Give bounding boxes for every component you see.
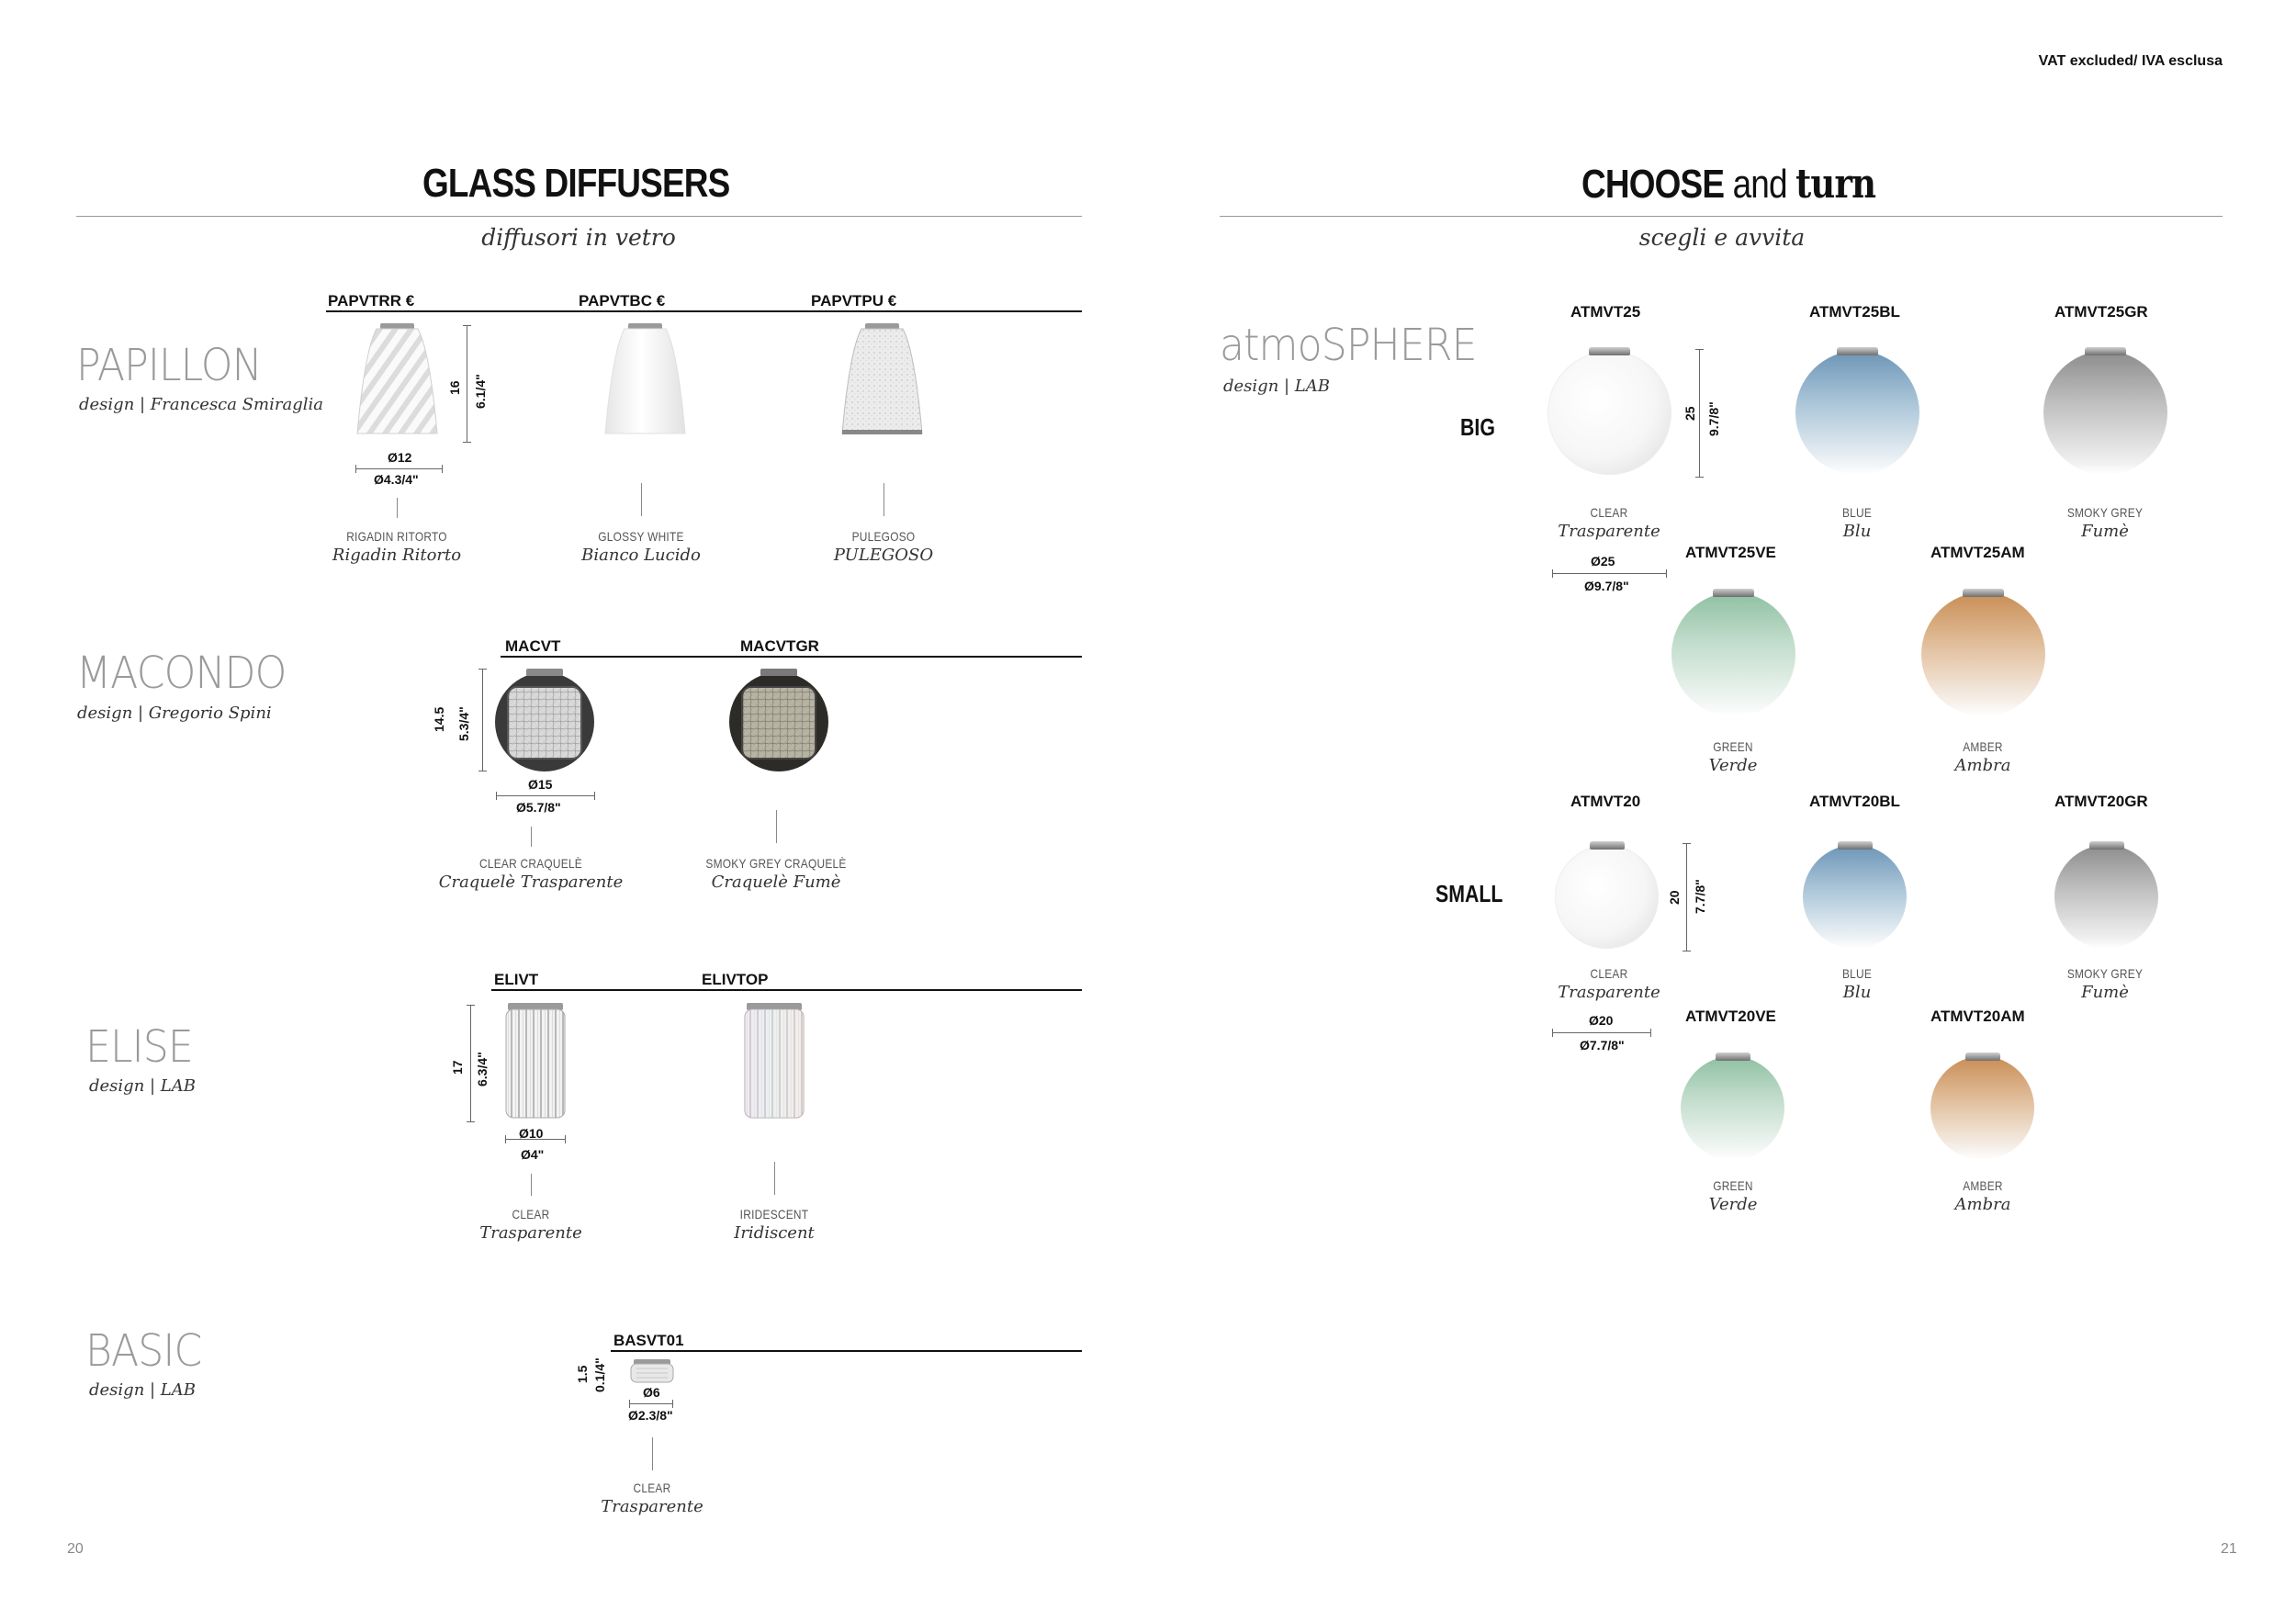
size-label-big: BIG bbox=[1460, 413, 1495, 441]
elise-height-in: 6.3/4" bbox=[475, 1052, 490, 1086]
sphere-blue-big bbox=[1795, 351, 1919, 475]
finish-caption: GLOSSY WHITE Bianco Lucido bbox=[581, 529, 701, 565]
elise-height-cm: 17 bbox=[450, 1060, 465, 1075]
family-name-elise: ELISE bbox=[85, 1021, 193, 1073]
finish-caption: GREEN Verde bbox=[1708, 1178, 1758, 1214]
caption-tick bbox=[652, 1437, 653, 1470]
caption-tick bbox=[776, 810, 777, 843]
sphere-cap bbox=[2089, 841, 2124, 850]
papillon-glossy-white-image bbox=[597, 323, 693, 443]
product-code: PAPVTPU € bbox=[811, 292, 897, 310]
product-code: BASVT01 bbox=[613, 1332, 684, 1349]
finish-caption: CLEAR Trasparente bbox=[479, 1207, 582, 1243]
sphere-cap bbox=[1713, 589, 1754, 597]
left-page-subtitle: diffusori in vetro bbox=[481, 224, 676, 251]
page-number-right: 21 bbox=[2221, 1541, 2237, 1557]
basic-height-in: 0.1/4" bbox=[592, 1357, 607, 1392]
right-title-rule bbox=[1220, 216, 2223, 217]
finish-caption: CLEAR CRAQUELÈ Craquelè Trasparente bbox=[438, 856, 624, 892]
papillon-height-in: 6.1/4" bbox=[473, 374, 488, 409]
macondo-smoky-craquele-image bbox=[726, 667, 832, 773]
papillon-code-rule bbox=[326, 310, 1082, 312]
macondo-diameter-cm: Ø15 bbox=[528, 777, 553, 792]
caption-tick bbox=[531, 1174, 532, 1196]
sphere-cap bbox=[1963, 589, 2004, 597]
product-code: MACVTGR bbox=[740, 637, 819, 655]
papillon-pulegoso-image bbox=[834, 323, 930, 443]
family-name-basic: BASIC bbox=[85, 1325, 202, 1377]
product-code: ELIVT bbox=[494, 971, 539, 988]
caption-tick bbox=[641, 483, 642, 516]
right-page-subtitle: scegli e avvita bbox=[1638, 224, 1806, 251]
finish-caption: CLEAR Trasparente bbox=[601, 1481, 703, 1516]
basic-clear-image bbox=[629, 1359, 675, 1385]
macondo-height-in: 5.3/4" bbox=[456, 706, 471, 741]
page-number-left: 20 bbox=[67, 1541, 84, 1557]
designer-papillon: design | Francesca Smiraglia bbox=[79, 395, 323, 414]
designer-elise: design | LAB bbox=[89, 1076, 196, 1096]
basic-diameter-in: Ø2.3/8" bbox=[628, 1408, 673, 1423]
product-code: ATMVT25 bbox=[1570, 303, 1641, 321]
family-name-macondo: MACONDO bbox=[76, 647, 287, 699]
macondo-diameter-in: Ø5.7/8" bbox=[516, 800, 561, 815]
finish-caption: SMOKY GREY CRAQUELÈ Craquelè Fumè bbox=[705, 856, 847, 892]
elise-iridescent-image bbox=[742, 1003, 806, 1122]
designer-basic: design | LAB bbox=[89, 1380, 196, 1400]
papillon-diameter-cm: Ø12 bbox=[388, 450, 412, 465]
caption-tick bbox=[397, 498, 398, 518]
finish-caption: CLEAR Trasparente bbox=[1558, 505, 1660, 541]
big-height-in: 9.7/8" bbox=[1706, 401, 1721, 436]
sphere-clear-small bbox=[1555, 845, 1659, 949]
finish-caption: IRIDESCENT Iridiscent bbox=[734, 1207, 815, 1243]
small-height-in: 7.7/8" bbox=[1693, 879, 1707, 914]
caption-tick bbox=[531, 827, 532, 847]
product-code: ATMVT20 bbox=[1570, 793, 1641, 810]
papillon-diameter-in: Ø4.3/4" bbox=[374, 472, 419, 487]
sphere-cap bbox=[2085, 347, 2126, 355]
basic-diameter-cm: Ø6 bbox=[643, 1385, 660, 1400]
elise-code-rule bbox=[491, 989, 1082, 991]
small-diameter-dimension bbox=[1552, 1032, 1651, 1033]
finish-caption: SMOKY GREY Fumè bbox=[2066, 505, 2144, 541]
elise-diameter-in: Ø4" bbox=[521, 1147, 545, 1162]
sphere-blue-small bbox=[1803, 845, 1907, 949]
big-diameter-in: Ø9.7/8" bbox=[1584, 579, 1629, 593]
finish-caption: RIGADIN RITORTO Rigadin Ritorto bbox=[332, 529, 462, 565]
macondo-code-rule bbox=[501, 656, 1082, 658]
product-code: PAPVTRR € bbox=[328, 292, 415, 310]
right-page-title: CHOOSE and turn bbox=[1581, 161, 1876, 208]
finish-caption: SMOKY GREY Fumè bbox=[2066, 966, 2144, 1002]
macondo-height-dimension bbox=[482, 669, 483, 771]
finish-caption: BLUE Blu bbox=[1841, 505, 1873, 541]
sphere-clear-big bbox=[1548, 351, 1671, 475]
product-code: ATMVT20VE bbox=[1685, 1008, 1776, 1025]
sphere-smoky-grey-big bbox=[2043, 351, 2167, 475]
caption-tick bbox=[774, 1162, 775, 1195]
sphere-cap bbox=[1589, 347, 1630, 355]
papillon-diameter-dimension bbox=[355, 468, 443, 469]
sphere-cap bbox=[1590, 841, 1625, 850]
sphere-smoky-grey-small bbox=[2054, 845, 2158, 949]
big-height-dimension bbox=[1699, 349, 1700, 478]
small-diameter-cm: Ø20 bbox=[1589, 1013, 1614, 1028]
vat-note: VAT excluded/ IVA esclusa bbox=[2038, 53, 2223, 69]
sphere-green-small bbox=[1681, 1056, 1784, 1160]
big-height-cm: 25 bbox=[1683, 406, 1697, 421]
finish-caption: GREEN Verde bbox=[1708, 739, 1758, 775]
designer-atmosphere: design | LAB bbox=[1223, 377, 1330, 396]
basic-diameter-dimension bbox=[629, 1403, 673, 1404]
small-diameter-in: Ø7.7/8" bbox=[1580, 1038, 1625, 1053]
small-height-dimension bbox=[1686, 843, 1687, 951]
finish-caption: AMBER Ambra bbox=[1954, 739, 2011, 775]
sphere-green-big bbox=[1671, 592, 1795, 716]
sphere-amber-small bbox=[1930, 1056, 2034, 1160]
product-code: ATMVT20AM bbox=[1930, 1008, 2025, 1025]
papillon-height-cm: 16 bbox=[447, 380, 462, 395]
product-code: MACVT bbox=[505, 637, 561, 655]
basic-code-rule bbox=[611, 1350, 1082, 1352]
macondo-clear-craquele-image bbox=[491, 667, 598, 773]
macondo-height-cm: 14.5 bbox=[432, 706, 446, 732]
finish-caption: PULEGOSO PULEGOSO bbox=[833, 529, 934, 565]
product-code: ATMVT25AM bbox=[1930, 544, 2025, 561]
macondo-diameter-dimension bbox=[496, 795, 595, 796]
size-label-small: SMALL bbox=[1435, 880, 1503, 907]
product-code: ATMVT25BL bbox=[1809, 303, 1900, 321]
finish-caption: AMBER Ambra bbox=[1954, 1178, 2011, 1214]
elise-height-dimension bbox=[470, 1005, 471, 1122]
left-title-rule bbox=[76, 216, 1082, 217]
big-diameter-dimension bbox=[1552, 573, 1667, 574]
sphere-cap bbox=[1838, 841, 1873, 850]
product-code: ATMVT25VE bbox=[1685, 544, 1776, 561]
sphere-cap bbox=[1837, 347, 1878, 355]
papillon-rigadin-image bbox=[349, 323, 445, 443]
big-diameter-cm: Ø25 bbox=[1591, 554, 1615, 569]
family-name-papillon: PAPILLON bbox=[76, 340, 262, 391]
left-page-title: GLASS DIFFUSERS bbox=[422, 161, 730, 206]
product-code: ATMVT20BL bbox=[1809, 793, 1900, 810]
family-name-atmosphere: atmoSPHERE bbox=[1220, 320, 1477, 371]
product-code: PAPVTBC € bbox=[579, 292, 666, 310]
elise-clear-image bbox=[503, 1003, 568, 1122]
designer-macondo: design | Gregorio Spini bbox=[77, 704, 272, 723]
product-code: ELIVTOP bbox=[702, 971, 769, 988]
product-code: ATMVT25GR bbox=[2054, 303, 2148, 321]
small-height-cm: 20 bbox=[1667, 890, 1682, 905]
sphere-cap bbox=[1965, 1053, 2000, 1061]
sphere-cap bbox=[1716, 1053, 1750, 1061]
finish-caption: CLEAR Trasparente bbox=[1558, 966, 1660, 1002]
basic-height-cm: 1.5 bbox=[575, 1365, 590, 1383]
finish-caption: BLUE Blu bbox=[1841, 966, 1873, 1002]
sphere-amber-big bbox=[1921, 592, 2045, 716]
elise-diameter-cm: Ø10 bbox=[519, 1126, 544, 1141]
product-code: ATMVT20GR bbox=[2054, 793, 2148, 810]
